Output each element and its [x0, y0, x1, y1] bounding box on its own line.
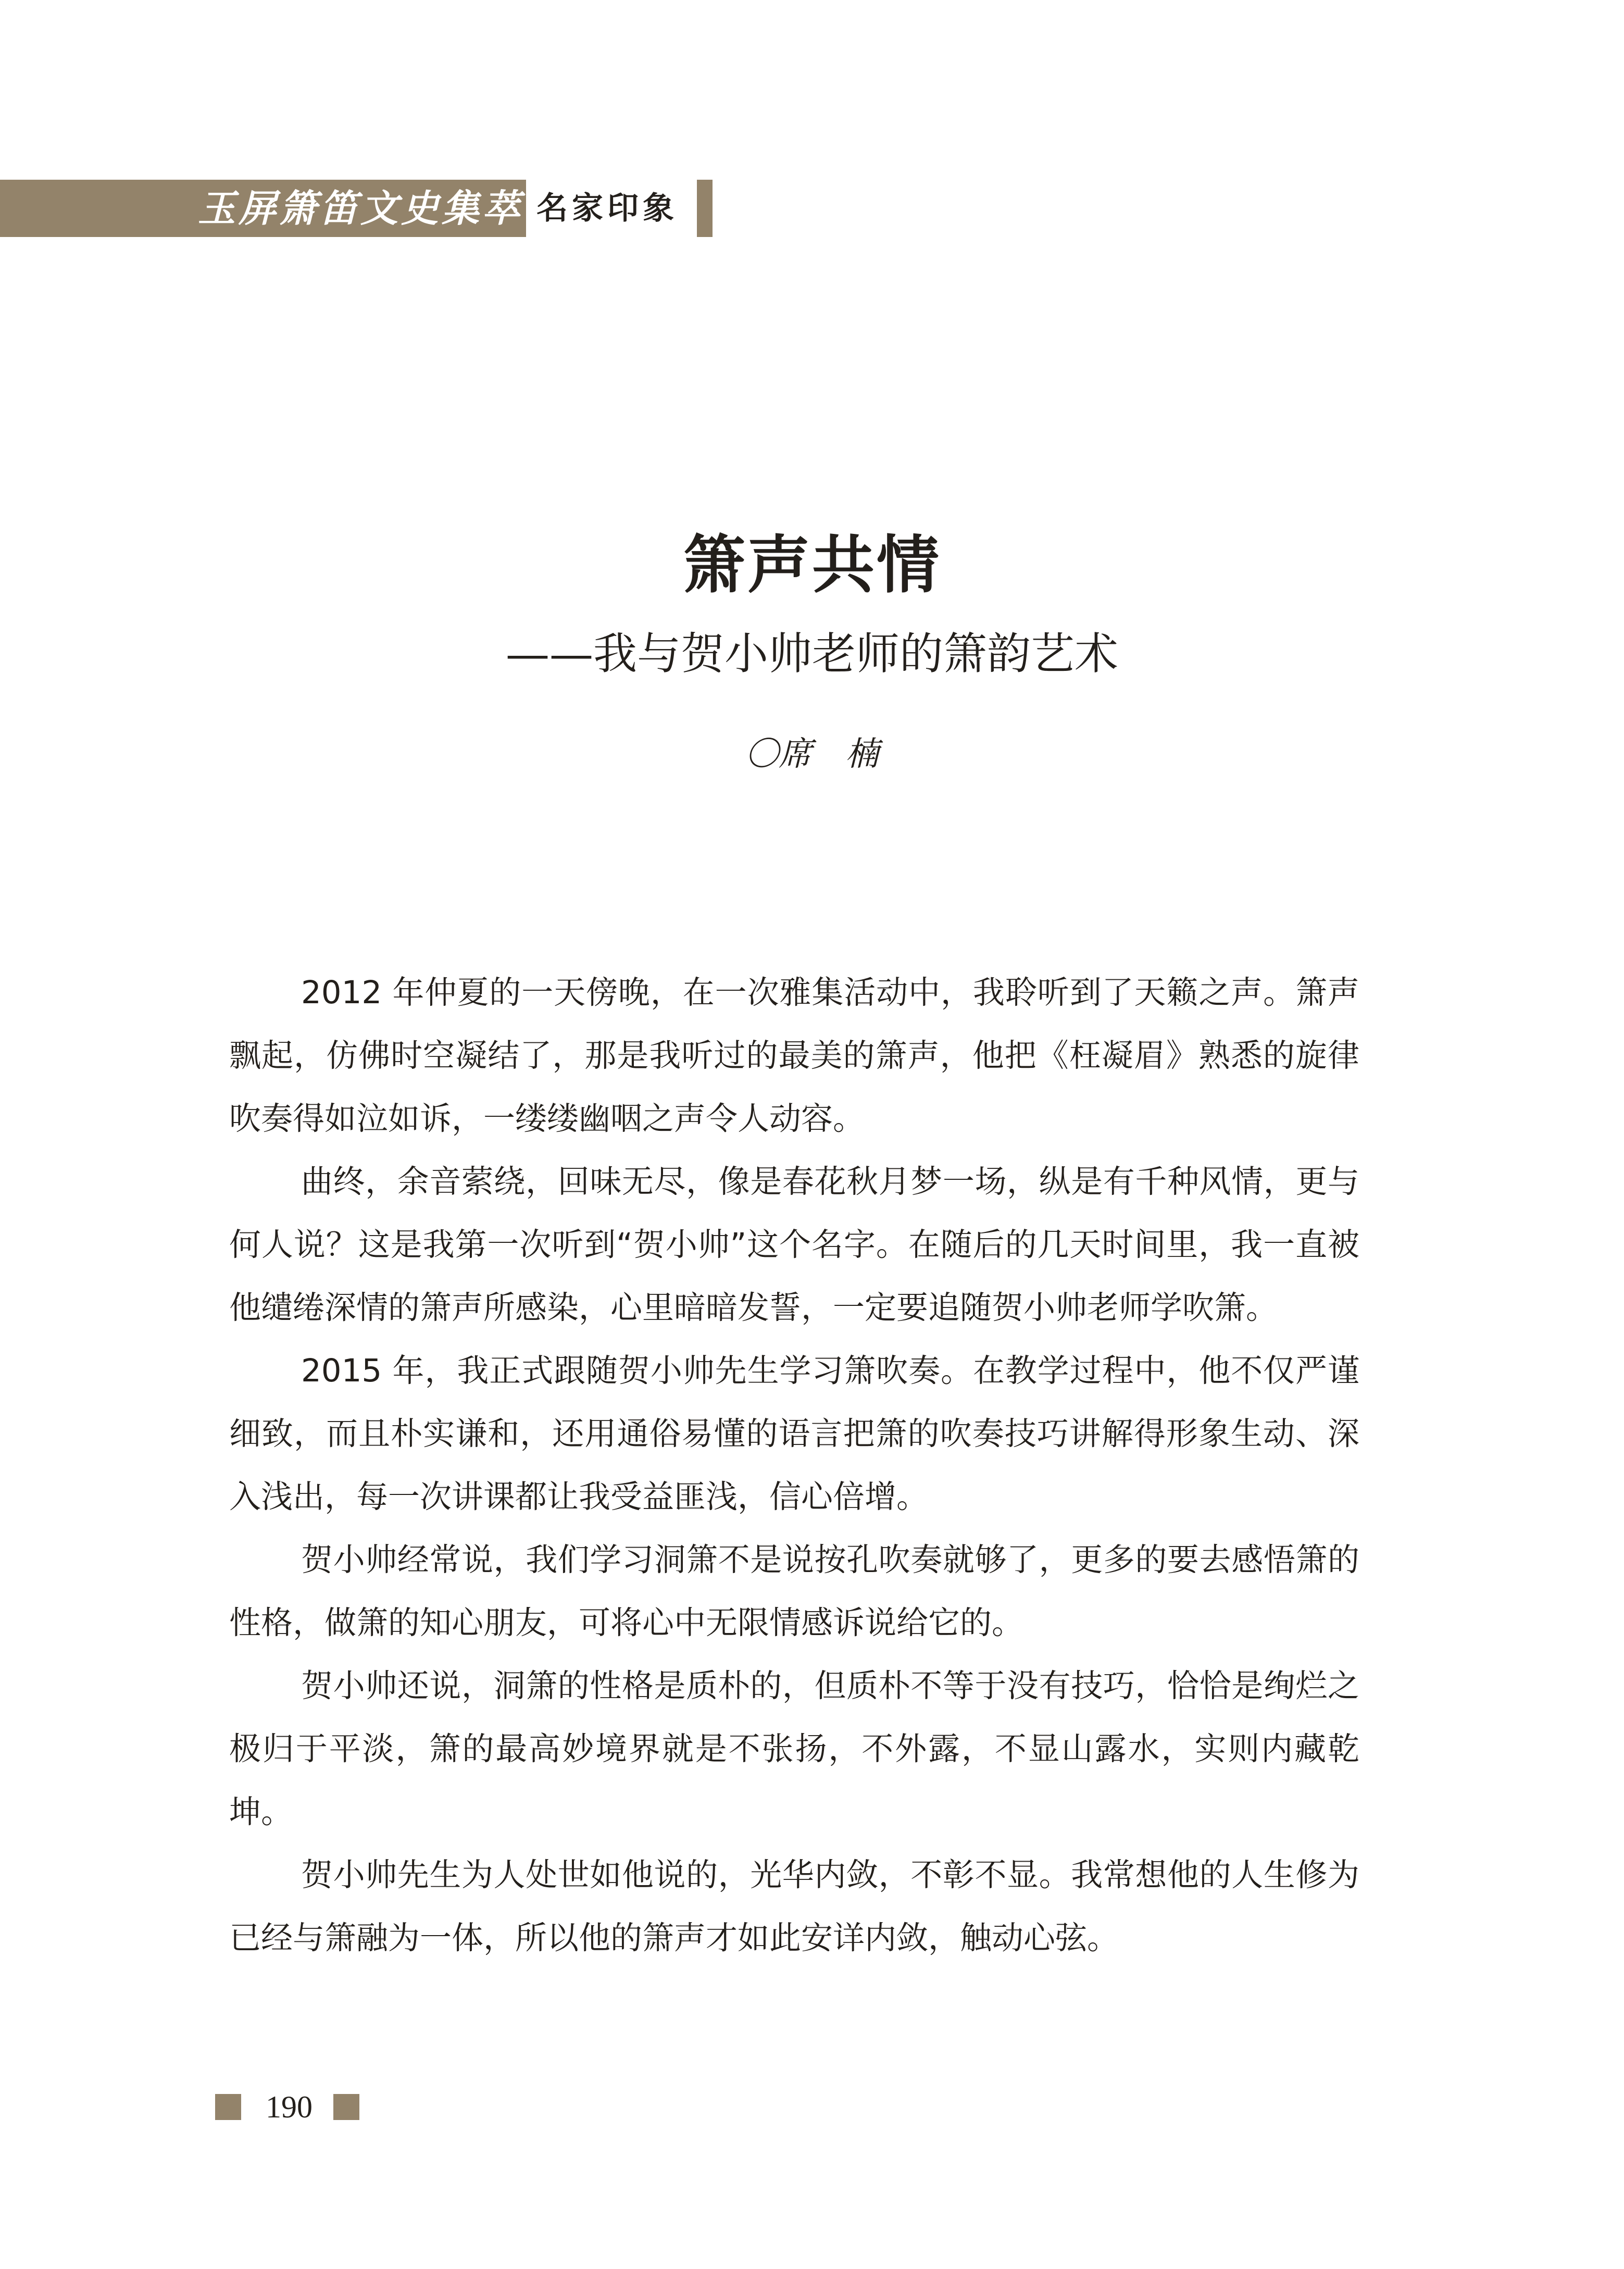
- article-author: 〇席 楠: [745, 735, 879, 774]
- folio-square-right: [333, 2094, 359, 2120]
- article-body: [229, 961, 1359, 1969]
- paragraph: 2012 年仲夏的一天傍晚，在一次雅集活动中，我聆听到了天籁之声。箫声飘起，仿佛时空凝结了，那是我听过的最美的箫声，他把《枉凝眉》熟悉的旋律吹奏得如泣如诉，一缕缕幽咽之声令人动容。: [229, 974, 1359, 1137]
- header-series-title: 玉屏箫笛文史集萃: [198, 186, 523, 230]
- paragraph: 贺小帅先生为人处世如他说的，光华内敛，不彰不显。我常想他的人生修为已经与箫融为一体，所以他的箫声才如此安详内敛，触动心弦。: [229, 1856, 1359, 1956]
- header-section-label: 名家印象: [536, 190, 678, 227]
- page-number: 190: [266, 2090, 313, 2124]
- paragraph: 贺小帅还说，洞箫的性格是质朴的，但质朴不等于没有技巧，恰恰是绚烂之极归于平淡，箫的最高妙境界就是不张扬，不外露，不显山露水，实则内藏乾坤。: [229, 1667, 1359, 1830]
- paragraph: 贺小帅经常说，我们学习洞箫不是说按孔吹奏就够了，更多的要去感悟箫的性格，做箫的知心朋友，可将心中无限情感诉说给它的。: [229, 1541, 1359, 1641]
- article-subtitle: ——我与贺小帅老师的箫韵艺术: [505, 628, 1118, 679]
- paragraph: 2015 年，我正式跟随贺小帅先生学习箫吹奏。在教学过程中，他不仅严谨细致，而且朴实谦和，还用通俗易懂的语言把箫的吹奏技巧讲解得形象生动、深入浅出，每一次讲课都让我受益匪浅，信心倍增。: [229, 1352, 1359, 1515]
- article-title: 箫声共情: [683, 528, 941, 602]
- folio-square-left: [215, 2094, 241, 2120]
- paragraph: 曲终，余音萦绕，回味无尽，像是春花秋月梦一场，纵是有千种风情，更与何人说？这是我第一次听到“贺小帅”这个名字。在随后的几天时间里，我一直被他缱绻深情的箫声所感染，心里暗暗发誓，一定要追随贺小帅老师学吹箫。: [229, 1163, 1359, 1326]
- header-section-tab: [697, 180, 713, 237]
